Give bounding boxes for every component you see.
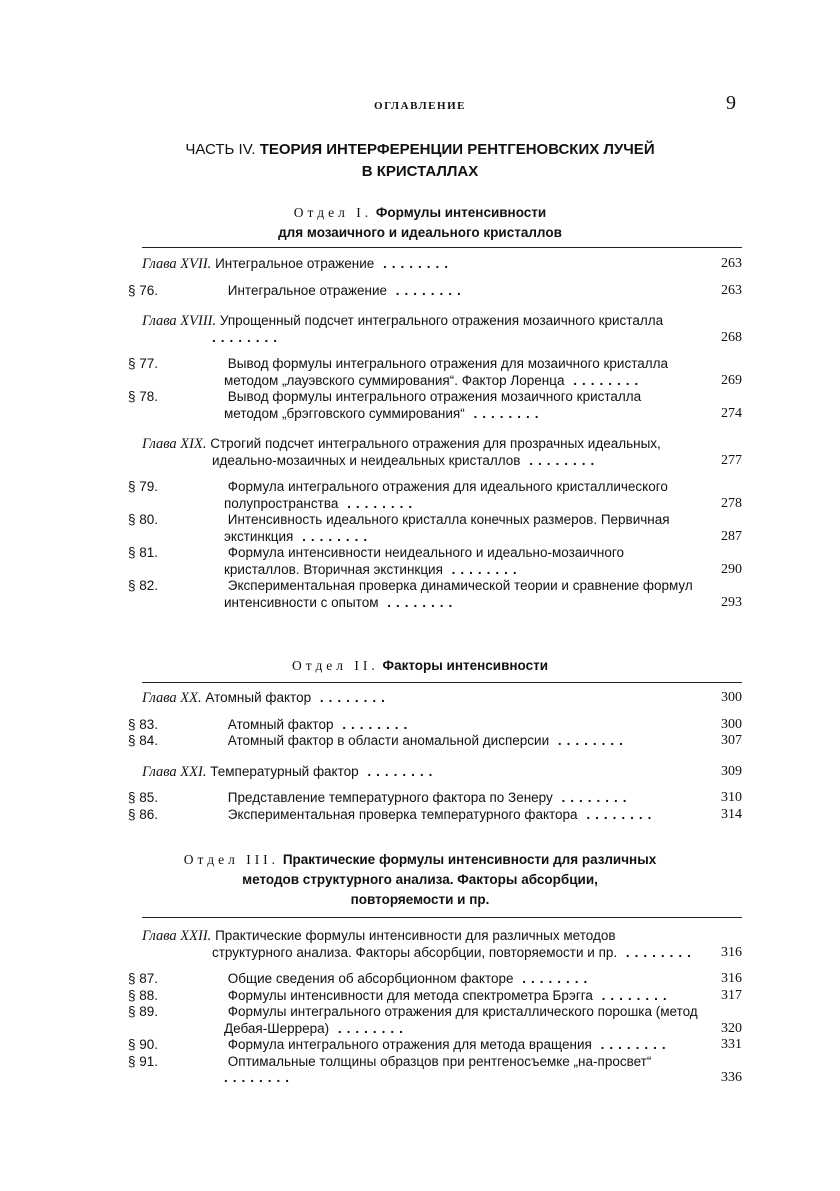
section-2-rule <box>142 682 742 683</box>
toc-section-entry <box>128 806 742 824</box>
page-ref: 309 <box>721 763 742 779</box>
toc-chapter-entry <box>142 313 742 346</box>
toc-section-entry <box>128 479 742 512</box>
section-number: § 86. <box>128 806 159 822</box>
toc-section-entry <box>128 356 742 389</box>
entry-title: Вывод формулы интегрального отражения для мозаичного кристалла методом „лауэвского суммирования“. Фактор Лоренца <box>224 356 668 388</box>
leader-dots: ........ <box>338 495 418 511</box>
section-1-title-line2: для мозаичного и идеального кристаллов <box>278 225 562 240</box>
entry-title: Интегральное отражение <box>215 256 375 271</box>
toc-section-entry <box>128 716 742 734</box>
section-2-title <box>0 656 840 676</box>
entry-title: Формула интенсивности неидеального и идеально-мозаичного кристаллов. Вторичная экстинкция <box>224 545 624 577</box>
page-ref: 277 <box>721 452 742 468</box>
section-number: § 76. <box>128 282 159 298</box>
page-ref: 274 <box>721 405 742 421</box>
toc-chapter-entry <box>142 764 742 781</box>
entry-title: Экспериментальная проверка динамической теории и сравнение формул интенсивности с опытом <box>224 578 693 610</box>
page-ref: 300 <box>721 690 742 705</box>
entry-title: Упрощенный подсчет интегрального отражения мозаичного кристалла <box>219 313 664 328</box>
section-number: § 88. <box>128 987 159 1003</box>
section-3-title-line2: методов структурного анализа. Факторы абсорбции, <box>242 872 598 887</box>
leader-dots: ........ <box>464 405 544 421</box>
toc-section-entry <box>128 389 742 422</box>
leader-dots: ........ <box>552 790 632 805</box>
leader-dots: ........ <box>333 716 413 732</box>
leader-dots: ........ <box>387 282 466 298</box>
section-number: § 85. <box>128 790 159 805</box>
chapter-label: Глава XXII. <box>142 928 212 944</box>
leader-dots: ........ <box>617 944 696 960</box>
page-ref: 269 <box>721 372 742 388</box>
leader-dots: ........ <box>520 452 600 468</box>
leader-dots: ........ <box>549 733 628 748</box>
part-title-line2: В КРИСТАЛЛАХ <box>361 163 479 180</box>
entry-title: Температурный фактор <box>210 763 359 779</box>
entry-title: Представление температурного фактора по Зенеру <box>227 790 553 805</box>
entry-title: Атомный фактор <box>227 716 334 732</box>
chapter-label: Глава XX. <box>142 690 202 706</box>
leader-dots: ........ <box>564 372 644 388</box>
page-ref: 263 <box>721 282 742 298</box>
leader-dots: ........ <box>224 1070 295 1085</box>
entry-title: Формулы интегрального отражения для кристаллического порошка (метод Дебая-Шеррера) <box>224 1004 698 1036</box>
section-3-title-line3: повторяемости и пр. <box>350 892 490 907</box>
page-ref: 320 <box>721 1020 742 1036</box>
toc-section-entry <box>128 733 742 750</box>
section-1-title <box>0 203 840 243</box>
page-ref: 314 <box>721 806 742 822</box>
entry-title: Формулы интенсивности для метода спектрометра Брэгга <box>227 987 593 1003</box>
leader-dots: ........ <box>212 329 283 345</box>
toc-section-entry <box>128 578 742 611</box>
entry-title: Формула интегрального отражения для идеального кристаллического полупространства <box>224 479 668 511</box>
leader-dots: ........ <box>358 763 438 779</box>
page-ref: 263 <box>721 256 742 271</box>
section-number: § 87. <box>128 971 159 986</box>
section-number: § 77. <box>128 356 159 371</box>
section-2-title-text: Факторы интенсивности <box>382 658 549 673</box>
section-number: § 90. <box>128 1037 159 1052</box>
page-ref: 290 <box>721 561 742 577</box>
page-ref: 336 <box>721 1070 742 1085</box>
page-ref: 331 <box>721 1037 742 1052</box>
leader-dots: ........ <box>378 594 458 610</box>
page-number: 9 <box>726 92 736 114</box>
page-ref: 317 <box>721 987 742 1003</box>
entry-title: Атомный фактор <box>205 690 312 705</box>
toc-section-entry <box>128 1037 742 1054</box>
toc-chapter-entry <box>142 928 742 961</box>
chapter-label: Глава XVIII. <box>142 313 217 329</box>
section-2-label: Отдел II. <box>291 658 379 673</box>
page-ref: 293 <box>721 594 742 610</box>
part-title <box>0 139 840 183</box>
entry-title: Практические формулы интенсивности для различных методов структурного анализа. Факторы абсорбции, повторяемости и пр. <box>212 928 618 960</box>
section-number: § 91. <box>128 1053 159 1069</box>
section-number: § 81. <box>128 545 159 560</box>
page-ref: 287 <box>721 528 742 544</box>
entry-title: Интегральное отражение <box>227 282 387 298</box>
section-number: § 82. <box>128 578 159 593</box>
toc-section-entry <box>128 971 742 988</box>
leader-dots: ........ <box>513 971 593 986</box>
chapter-label: Глава XVII. <box>142 256 212 272</box>
section-number: § 78. <box>128 389 159 404</box>
section-number: § 84. <box>128 733 159 748</box>
toc-section-entry <box>128 512 742 545</box>
entry-title: Формула интегрального отражения для метода вращения <box>227 1037 592 1052</box>
toc-section-entry <box>128 1004 742 1037</box>
chapter-label: Глава XIX. <box>142 436 207 452</box>
toc-section-entry <box>128 1053 742 1087</box>
part-prefix: ЧАСТЬ IV. <box>185 141 256 158</box>
section-3-rule <box>142 917 742 918</box>
section-1-title-line1: Формулы интенсивности <box>375 205 547 220</box>
toc-section-entry <box>128 282 742 300</box>
toc-section-entry <box>128 987 742 1005</box>
entry-title: Общие сведения об абсорбционном факторе <box>227 971 514 986</box>
toc-section-1 <box>128 256 742 611</box>
page-ref: 278 <box>721 495 742 511</box>
entry-title: Строгий подсчет интегрального отражения для прозрачных идеальных, идеально-мозаичных и неидеальных кристаллов <box>210 436 661 468</box>
page-ref: 316 <box>721 971 742 986</box>
page-ref: 268 <box>721 329 742 345</box>
toc-section-entry <box>128 545 742 578</box>
section-number: § 83. <box>128 716 159 732</box>
entry-title: Интенсивность идеального кристалла конечных размеров. Первичная экстинкция <box>224 512 670 544</box>
toc-chapter-entry <box>142 256 742 273</box>
entry-title: Атомный фактор в области аномальной дисперсии <box>227 733 550 748</box>
chapter-label: Глава XXI. <box>142 763 207 780</box>
section-number: § 89. <box>128 1004 159 1019</box>
leader-dots: ........ <box>311 690 390 705</box>
section-3-title <box>0 850 840 910</box>
section-1-rule <box>142 247 742 248</box>
section-1-label: Отдел I. <box>293 205 373 220</box>
section-number: § 80. <box>128 512 159 527</box>
leader-dots: ........ <box>592 987 672 1003</box>
entry-title: Экспериментальная проверка температурного фактора <box>227 806 578 822</box>
page-ref: 316 <box>721 944 742 960</box>
part-title-line1: ТЕОРИЯ ИНТЕРФЕРЕНЦИИ РЕНТГЕНОВСКИХ ЛУЧЕЙ <box>259 141 655 158</box>
leader-dots: ........ <box>374 256 454 271</box>
leader-dots: ........ <box>293 528 373 544</box>
page-ref: 307 <box>721 733 742 748</box>
entry-title: Оптимальные толщины образцов при рентгеносъемке „на-просвет“ <box>227 1053 652 1069</box>
toc-section-3 <box>128 928 742 1087</box>
section-3-label: Отдел III. <box>183 852 280 867</box>
toc-section-2 <box>128 690 742 823</box>
page-ref: 310 <box>721 790 742 805</box>
leader-dots: ........ <box>329 1020 408 1036</box>
leader-dots: ........ <box>577 806 657 822</box>
page-header <box>0 92 840 116</box>
page-ref: 300 <box>721 716 742 732</box>
toc-section-entry <box>128 790 742 807</box>
toc-chapter-entry <box>142 690 742 707</box>
toc-chapter-entry <box>142 436 742 469</box>
entry-title: Вывод формулы интегрального отражения мозаичного кристалла методом „брэгговского суммирования“ <box>224 389 642 421</box>
leader-dots: ........ <box>442 561 522 577</box>
section-3-title-line1: Практические формулы интенсивности для различных <box>282 852 657 867</box>
leader-dots: ........ <box>591 1037 671 1052</box>
running-head: ОГЛАВЛЕНИЕ <box>374 100 466 112</box>
section-number: § 79. <box>128 479 159 494</box>
